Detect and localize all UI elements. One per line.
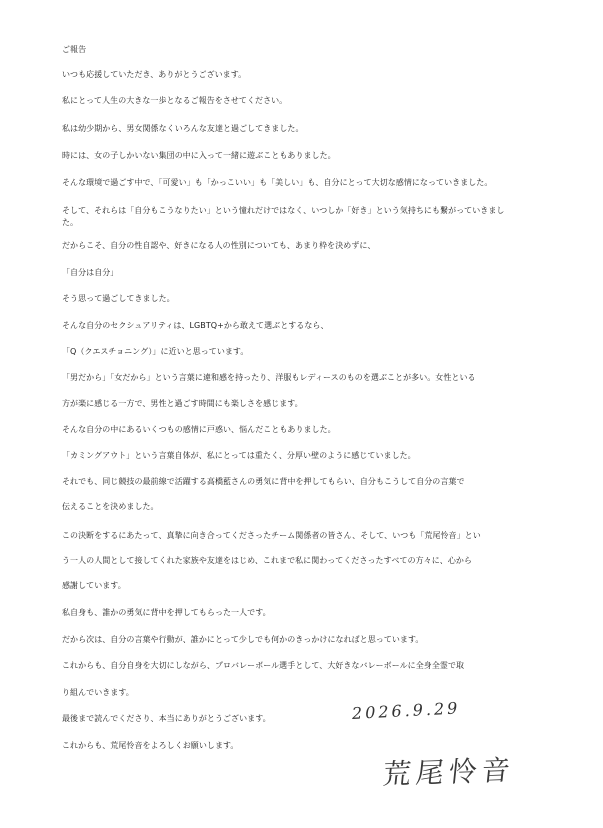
letter-title: ご報告 (62, 45, 87, 54)
handwritten-signature: 荒尾怜音 (381, 753, 517, 792)
letter-line: 時には、女の子しかいない集団の中に入って一緒に遊ぶこともありました。 (62, 151, 336, 160)
letter-line: 「男だから」「女だから」という言葉に違和感を持ったり、洋服もレディースのものを選ぶことが多い。女性といる (62, 373, 476, 382)
letter-line: 私自身も、誰かの勇気に背中を押してもらった一人です。 (62, 608, 271, 617)
letter-line: いつも応援していただき、ありがとうございます。 (62, 70, 247, 79)
letter-line: そんな環境で過ごす中で、「可愛い」も「かっこいい」も「美しい」も、自分にとって大切な感情になっていきました。 (62, 178, 493, 187)
letter-line: 私は幼少期から、男女関係なくいろんな友達と過ごしてきました。 (62, 124, 304, 133)
letter-line: 「自分は自分」 (62, 268, 119, 277)
letter-line: そう思って過ごしてきました。 (62, 294, 175, 303)
handwritten-date: 2026.9.29 (351, 698, 461, 723)
letter-line: だからこそ、自分の性自認や、好きになる人の性別についても、あまり枠を決めずに、 (62, 241, 376, 250)
letter-line: そんな自分の中にあるいくつもの感情に戸惑い、悩んだこともありました。 (62, 425, 336, 434)
letter-line: 伝えることを決めました。 (62, 502, 159, 511)
letter-line: だから次は、自分の言葉や行動が、誰かにとって少しでも何かのきっかけになればと思っています。 (62, 635, 424, 644)
letter-line: 「カミングアウト」という言葉自体が、私にとっては重たく、分厚い壁のように感じていました。 (62, 451, 416, 460)
letter-line: 私にとって人生の大きな一歩となるご報告をさせてください。 (62, 96, 288, 105)
letter-line: う一人の人間として接してくれた家族や友達をはじめ、これまで私に関わってくださったすべての方々に、心から (62, 556, 472, 565)
letter-line: た。 (62, 218, 79, 227)
letter-line: り組んでいきます。 (62, 688, 134, 697)
letter-line: 方が楽に感じる一方で、男性と過ごす時間にも楽しさを感じます。 (62, 399, 303, 408)
letter-line: 「Q（クエスチョニング）」に近いと思っています。 (62, 347, 249, 356)
letter-line: これからも、自分自身を大切にしながら、プロバレーボール選手として、大好きなバレーボールに全身全霊で取 (62, 661, 465, 670)
letter-line: それでも、同じ競技の最前線で活躍する高橋藍さんの勇気に背中を押してもらい、自分もこうして自分の言葉で (62, 477, 465, 486)
letter-line: これからも、荒尾怜音をよろしくお願いします。 (62, 741, 239, 750)
letter-line: そんな自分のセクシュアリティは、LGBTQ+から敢えて選ぶとするなら、 (62, 321, 329, 330)
letter-line: 最後まで読んでくださり、本当にありがとうございます。 (62, 714, 271, 723)
letter-line: 感謝しています。 (62, 581, 126, 590)
letter-line: この決断をするにあたって、真摯に向き合ってくださったチーム関係者の皆さん、そして、いつも「荒尾怜音」とい (62, 531, 481, 540)
letter-line: そして、それらは「自分もこうなりたい」という憧れだけではなく、いつしか「好き」という気持ちにも繋がっていきまし (62, 206, 505, 215)
